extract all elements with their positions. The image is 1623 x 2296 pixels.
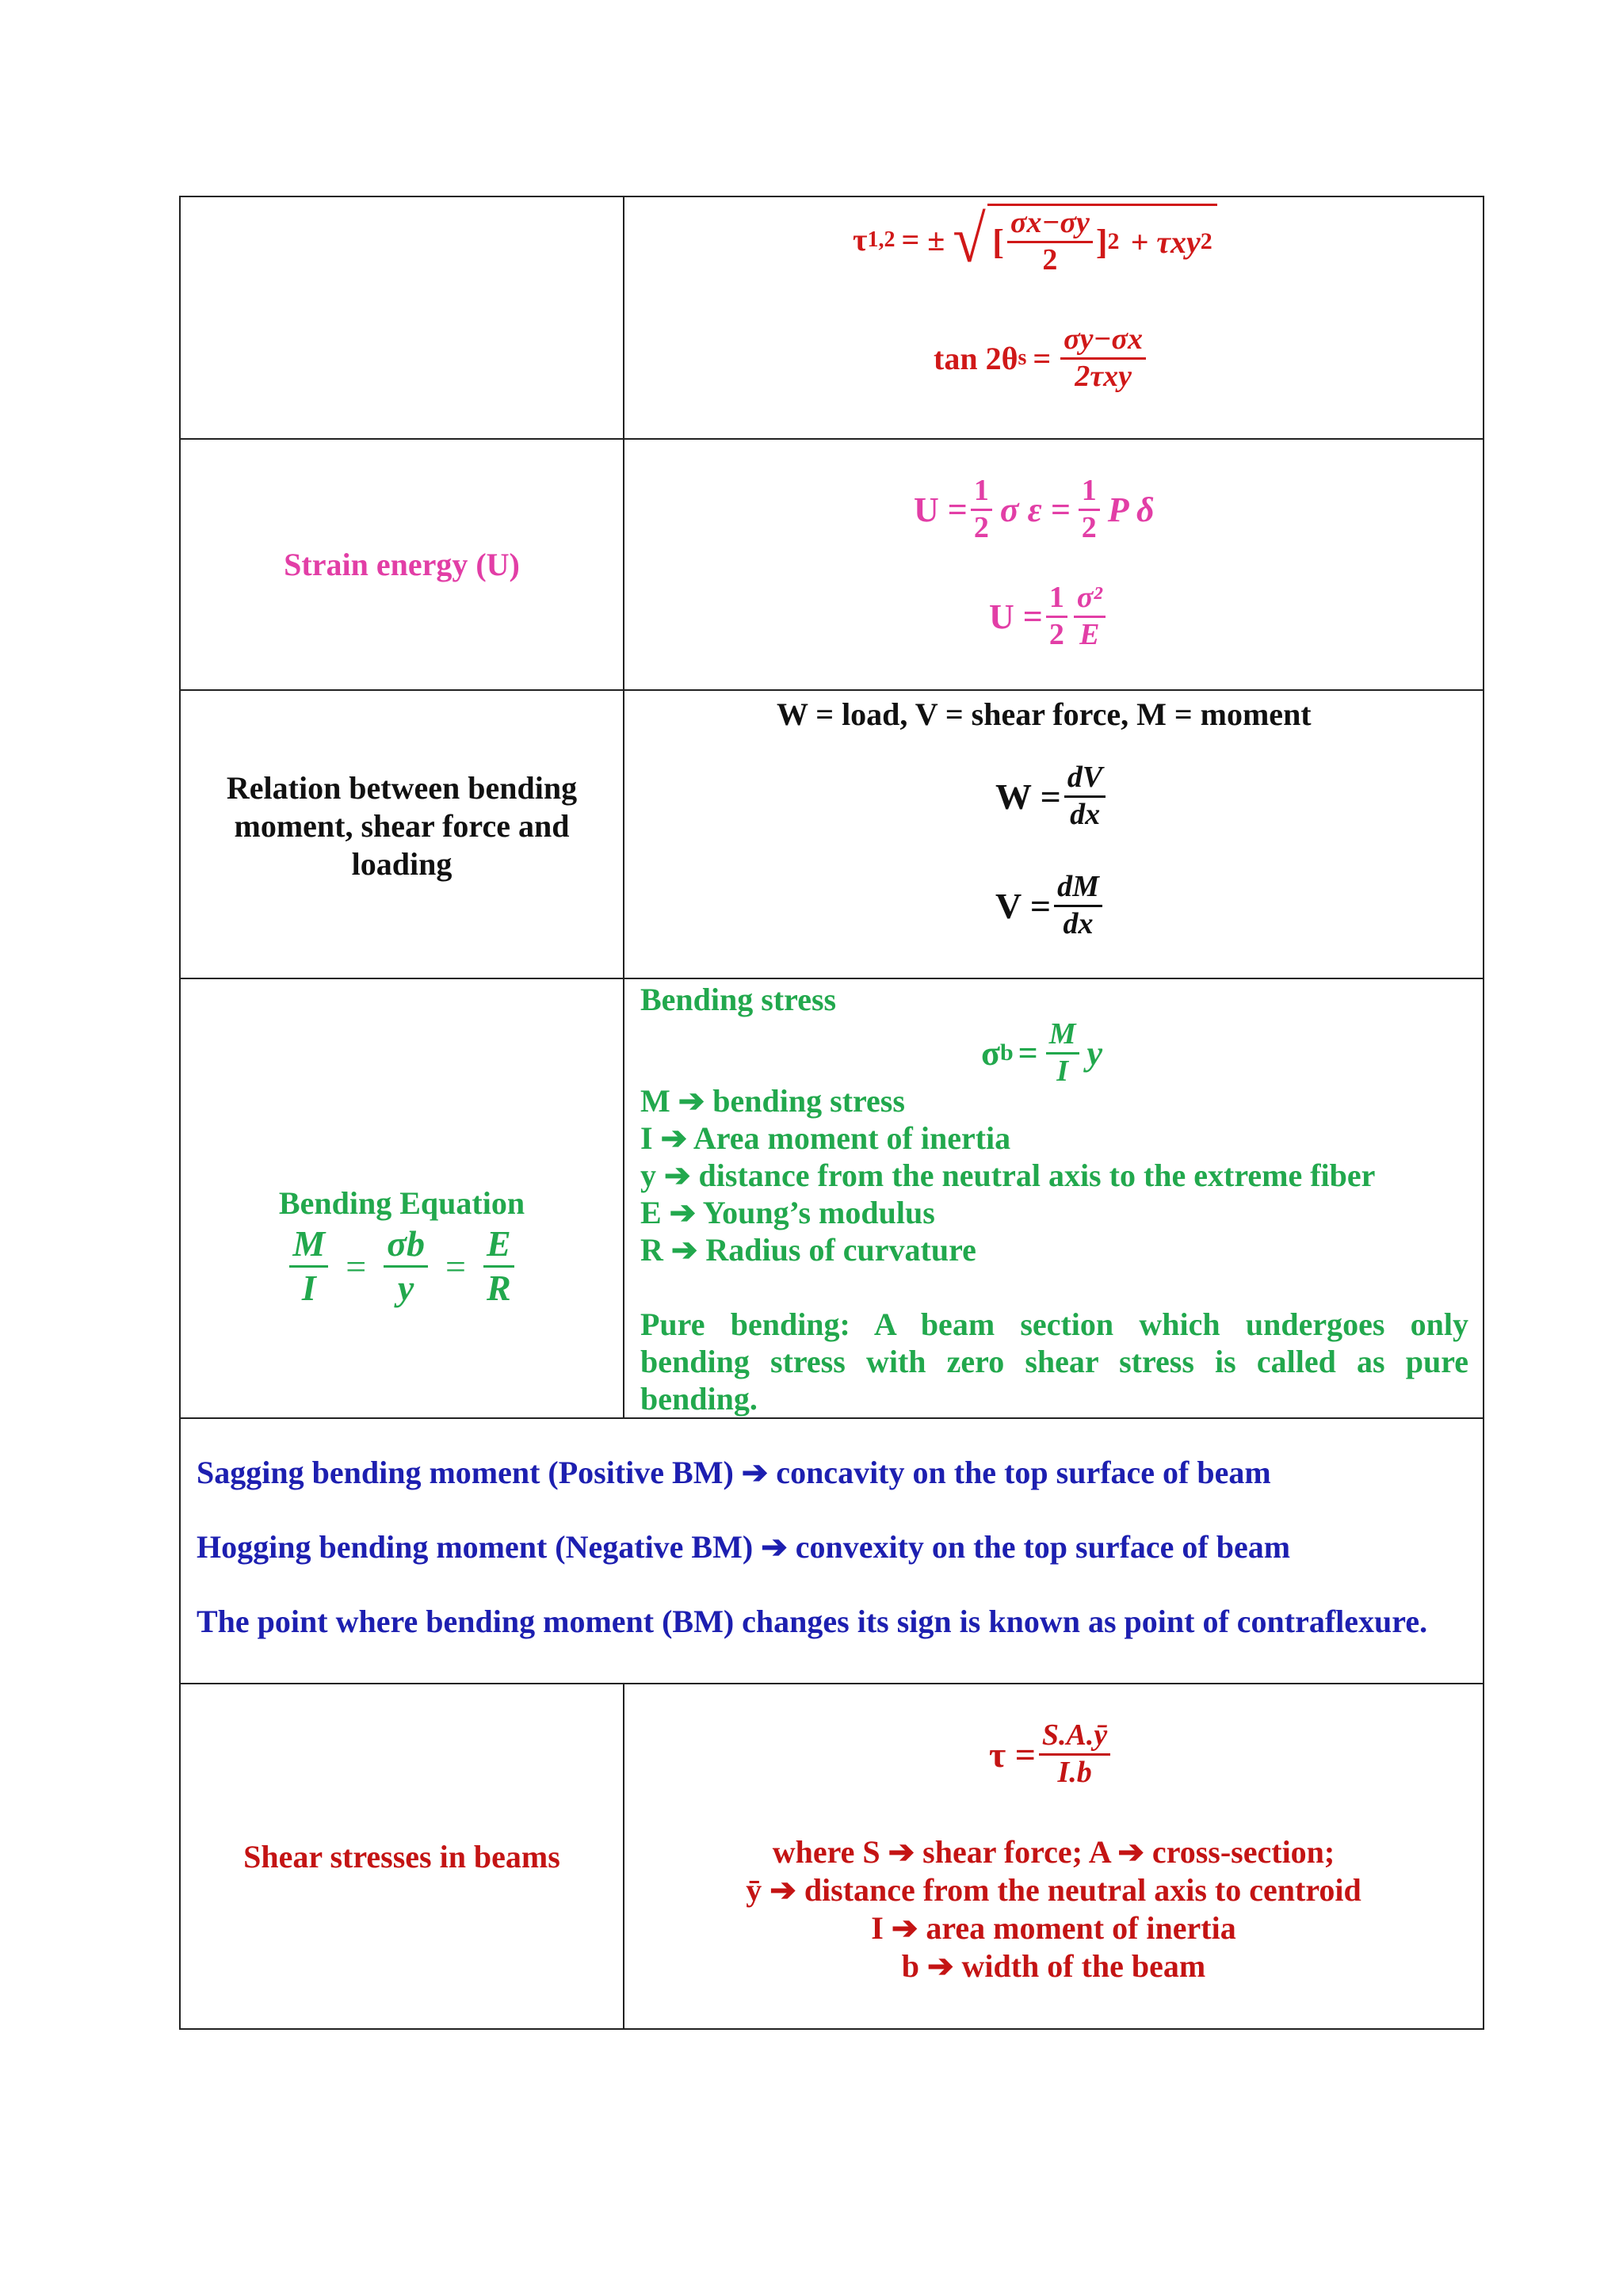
row-max-shear-formula-cell [624, 197, 1483, 438]
w-equals: W = [995, 776, 1061, 817]
eq-sigma-b: σb [384, 1225, 428, 1267]
shear-formula [995, 871, 1106, 940]
bending-equals: = [1018, 1033, 1038, 1073]
row-bending-equation [179, 979, 1484, 1419]
variable-legend: W = load, V = shear force, M = moment [777, 696, 1312, 732]
row-bm-sf-formula-cell [624, 691, 1483, 978]
list-item: where S ➔ shear force; A ➔ cross-section; [772, 1834, 1335, 1870]
dx-denominator: dx [1070, 797, 1101, 831]
sagging-note: Sagging bending moment (Positive BM) ➔ concavity on the top surface of beam [197, 1455, 1271, 1490]
row-bm-sf-label-cell [181, 691, 624, 978]
radical-sign: √ [953, 202, 986, 277]
dm-dx-fraction [1054, 871, 1102, 940]
bracket-power: 2 [1107, 228, 1120, 255]
bending-equation-title: Bending Equation [278, 1185, 525, 1222]
radicand: [ $\frac{\sigma x-\sigma y}{2}$ ] 2 + τxy 2 [987, 204, 1217, 277]
square-root [951, 204, 1217, 277]
row-max-shear-label-cell [181, 197, 624, 438]
bending-stress-title: Bending stress [640, 982, 837, 1017]
youngs-e: E [1079, 617, 1100, 651]
tau-equals: τ = [989, 1733, 1036, 1775]
plus-tau-xy: + τxy [1130, 223, 1201, 260]
stress-y: y [1086, 1033, 1103, 1073]
stress-m: M [1046, 1019, 1079, 1055]
eq-i: I [301, 1267, 316, 1308]
tau-subscript: 1,2 [867, 227, 896, 252]
angle-denominator: 2τxy [1075, 359, 1132, 393]
eq-m: M [289, 1225, 328, 1267]
tau-symbol: τ [853, 222, 868, 258]
shear-numerator: S.A.ȳ [1039, 1720, 1110, 1756]
strain-energy-formula-2 [989, 582, 1109, 651]
row-shear-stress [179, 1684, 1484, 2030]
half-fraction-2 [1079, 475, 1100, 544]
tan-two-theta: tan 2θ [934, 340, 1018, 376]
row-strain-energy-label-cell [181, 440, 624, 689]
list-item: y ➔ distance from the neutral axis to the extreme fiber [640, 1158, 1376, 1193]
hogging-note: Hogging bending moment (Negative BM) ➔ convexity on the top surface of beam [197, 1529, 1291, 1565]
eq-r: R [486, 1267, 511, 1308]
equals-sign: = [1033, 340, 1052, 376]
m-over-i-stress [1046, 1019, 1079, 1088]
max-shear-formula [853, 204, 1217, 277]
list-item: I ➔ area moment of inertia [871, 1910, 1236, 1946]
bending-symbol-list [640, 1082, 1375, 1268]
half-numerator-3: 1 [1046, 582, 1067, 618]
half-denominator-2: 2 [1081, 510, 1097, 544]
dv-numerator: dV [1064, 762, 1106, 798]
bm-sf-relation-label: Relation between bending moment, shear force and loading [226, 770, 578, 882]
strain-energy-formula-1 [914, 475, 1154, 544]
row-max-shear [179, 196, 1484, 440]
u-equals: U = [914, 490, 968, 529]
list-item: b ➔ width of the beam [901, 1948, 1206, 1984]
list-item: I ➔ Area moment of inertia [640, 1120, 1011, 1156]
eq-e: E [483, 1225, 514, 1267]
list-item: M ➔ bending stress [640, 1083, 905, 1119]
eq-sign-2: = [445, 1245, 466, 1287]
contraflexure-note: The point where bending moment (BM) changes its sign is known as point of contraflexure. [197, 1604, 1428, 1639]
strain-energy-label: Strain energy (U) [284, 547, 520, 582]
sigma-over-y [384, 1225, 428, 1307]
formula-table [179, 196, 1484, 2030]
bending-moment-notes [181, 1419, 1483, 1683]
half-fraction-3 [1046, 582, 1067, 651]
sigma-epsilon: σ ε = [999, 490, 1071, 529]
half-numerator: 1 [971, 475, 992, 511]
row-shear-formula-cell [624, 1684, 1483, 2028]
angle-fraction [1060, 324, 1146, 393]
shear-denominator: I.b [1057, 1755, 1092, 1789]
equals-pm: = ± [901, 222, 945, 258]
row-bending-label-cell [181, 979, 624, 1417]
tau-xy-power: 2 [1200, 228, 1212, 255]
dm-numerator: dM [1054, 871, 1102, 907]
sigma-diff-fraction [1007, 208, 1093, 277]
sigma-diff-denominator: 2 [1042, 242, 1058, 277]
row-bending-formula-cell [624, 979, 1483, 1417]
half-fraction [971, 475, 992, 544]
angle-numerator: σy−σx [1060, 324, 1146, 360]
theta-subscript: s [1018, 345, 1027, 371]
row-bm-sf-relation [179, 691, 1484, 979]
sigma-diff-numerator: σx−σy [1007, 208, 1093, 243]
sigma-b-subscript: b [999, 1039, 1014, 1066]
shear-stress-formula [989, 1720, 1113, 1789]
pure-bending-definition: Pure bending: A beam section which undergoes only bending stress with zero shear stress is called as pure bending. [640, 1306, 1468, 1417]
u-equals-2: U = [989, 597, 1043, 636]
row-bending-moment-notes [179, 1419, 1484, 1684]
bending-stress-formula [981, 1019, 1102, 1088]
m-over-i [289, 1225, 328, 1307]
e-over-r [483, 1225, 514, 1307]
v-equals: V = [995, 885, 1052, 926]
shear-stress-label: Shear stresses in beams [243, 1838, 560, 1875]
sigma-b: σ [981, 1033, 1000, 1073]
dx-denominator-2: dx [1063, 906, 1094, 940]
dv-dx-fraction [1064, 762, 1106, 831]
half-denominator-3: 2 [1048, 617, 1064, 651]
row-strain-energy [179, 440, 1484, 691]
eq-sign-1: = [346, 1245, 367, 1287]
p-delta: P δ [1107, 490, 1155, 529]
half-denominator: 2 [973, 510, 989, 544]
list-item: E ➔ Young’s modulus [640, 1195, 935, 1230]
row-strain-energy-formula-cell [624, 440, 1483, 689]
half-numerator-2: 1 [1079, 475, 1100, 511]
stress-i: I [1056, 1054, 1068, 1088]
list-item: ȳ ➔ distance from the neutral axis to centroid [746, 1872, 1361, 1908]
list-item: R ➔ Radius of curvature [640, 1232, 976, 1268]
shear-fraction [1039, 1720, 1110, 1789]
sigma-squared: σ² [1074, 582, 1106, 618]
sigma-squared-over-e [1074, 582, 1106, 651]
eq-y: y [397, 1267, 414, 1308]
shear-angle-formula [934, 324, 1149, 393]
row-shear-label-cell [181, 1684, 624, 2028]
bending-equation [286, 1225, 517, 1307]
shear-symbol-list [624, 1833, 1483, 1985]
load-formula [995, 762, 1109, 831]
